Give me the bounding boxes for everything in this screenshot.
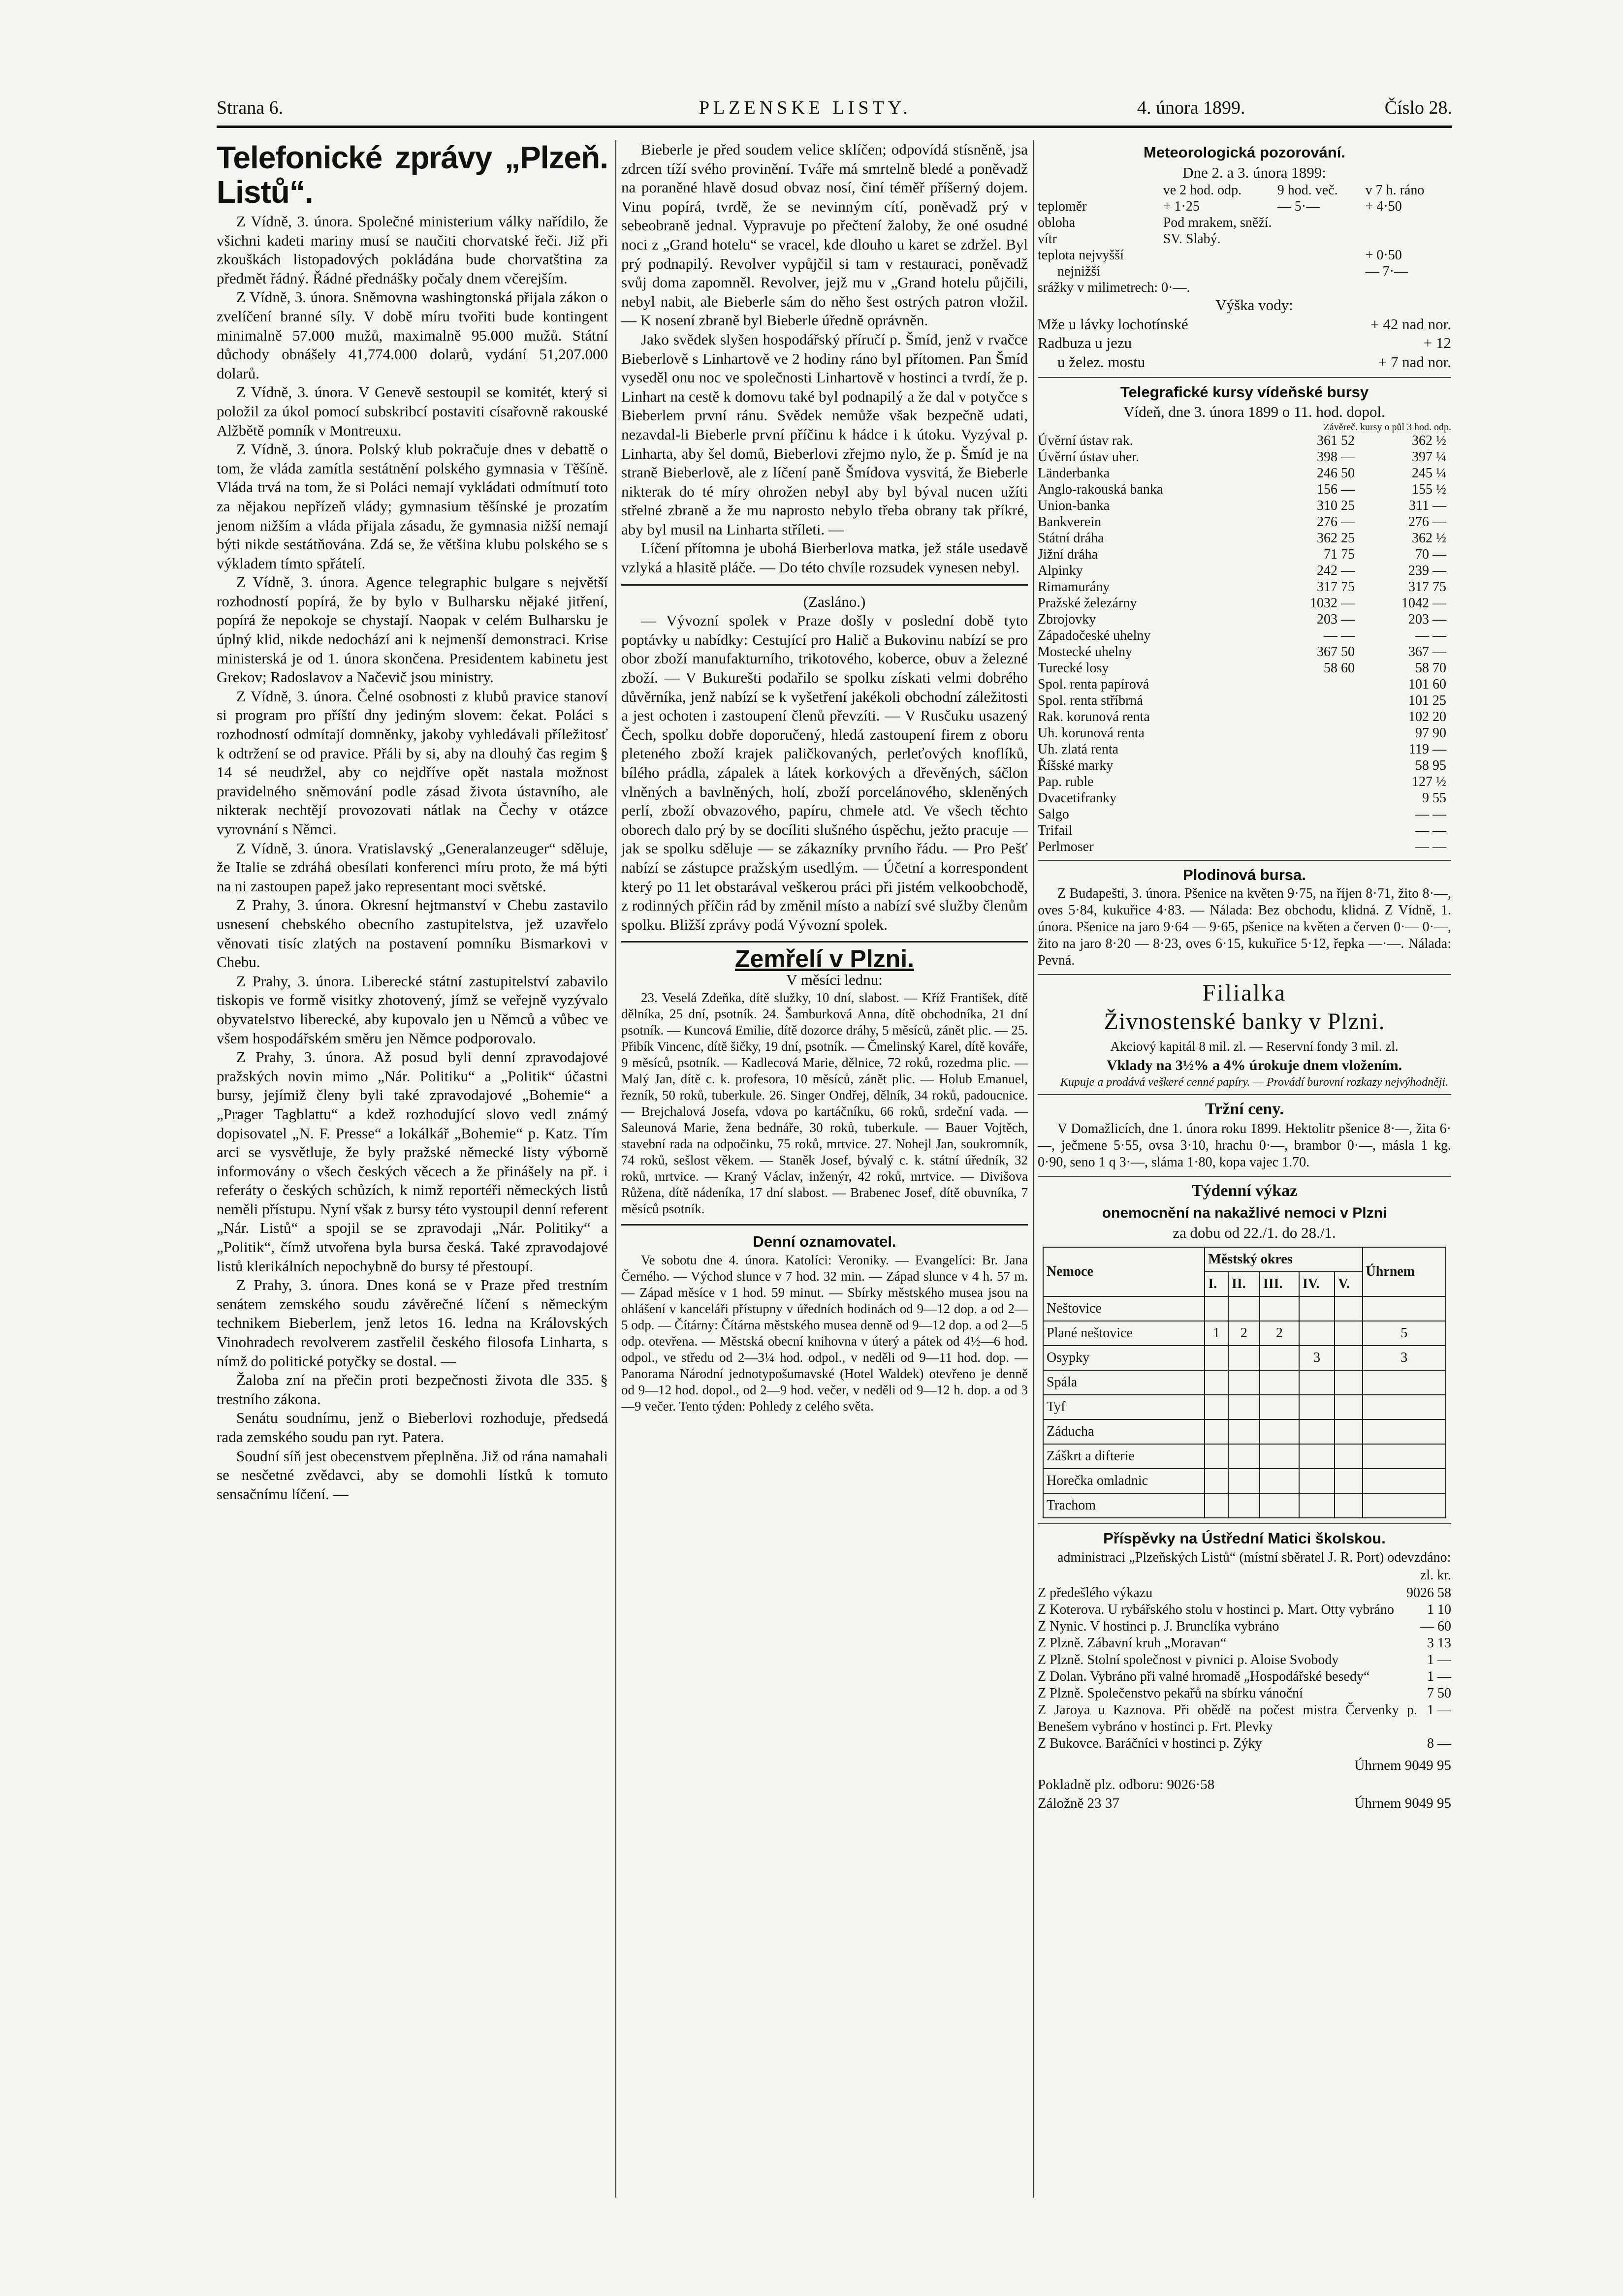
meteo-row: vítr SV. Slabý.	[1038, 231, 1221, 247]
contribution-item: Z Dolan. Vybráno při valné hromadě „Hospodářské besedy“ 1 —	[1038, 1669, 1451, 1685]
stock-column-header: Závěreč. kursy o půl 3 hod. odp.	[1323, 421, 1451, 433]
news-item: Senátu soudnímu, jenž o Bieberlovi rozhoduje, předsedá rada zemského soudu pan ryt. Patera.	[217, 1409, 608, 1446]
disease-row: Záškrt a difterie	[1043, 1444, 1446, 1469]
contribution-item: Z Plzně. Zábavní kruh „Moravan“ 3 13	[1038, 1636, 1451, 1651]
stock-row: Říšské marky 58 95	[1038, 757, 1446, 773]
district-col: IV.	[1299, 1272, 1335, 1296]
section-rule	[1038, 860, 1451, 861]
news-item: Z Vídně, 3. února. V Genevě sestoupil se komitét, který si položil za úkol pomocí subskribcí postaviti císařovně rakouské Alžbětě pomník v Montreuxu.	[217, 383, 608, 439]
stock-row: Salgo — —	[1038, 806, 1446, 822]
masthead: PLZENSKE LISTY.	[699, 97, 912, 118]
contribution-item: Z Bukovce. Baráčníci v hostinci p. Zýky 8 —	[1038, 1736, 1451, 1752]
contributions-total: Úhrnem 9049 95	[1354, 1758, 1451, 1774]
contribution-item: Z Plzně. Stolní společnost v pivnici p. Aloise Svobody 1 —	[1038, 1652, 1451, 1668]
section-heading: Telefonické zprávy „Plzeň. Listů“.	[217, 140, 608, 210]
news-item: Z Prahy, 3. února. Liberecké státní zastupitelství zabavilo tiskopis ve formě visitky zhotovený, jímž se veřejně vyzývalo obyvatelstvo liberecké, aby kupovalo jen u Němců a vůbec ve všem hospodářském směru jen Němce podporovalo.	[217, 972, 608, 1047]
section-rule	[1038, 974, 1451, 975]
market-prices-heading: Tržní ceny.	[1205, 1100, 1284, 1118]
news-item: Z Vídně, 3. února. Sněmovna washingtonská přijala zákon o zvelíčení branné síly. V době míru tvořiti bude kontingent minimalně 57.000 mužů, maximalně 95.000 mužů. Státní důchody obnášely 41,774.000 dolarů, vydání 51,207.000 dolarů.	[217, 288, 608, 382]
disease-heading: onemocnění na nakažlivé nemoci v Plzni	[1102, 1204, 1387, 1221]
contribution-item: Z Plzně. Společenstvo pekařů na sbírku vánoční 7 50	[1038, 1686, 1451, 1701]
issue-date: 4. února 1899.	[1137, 97, 1245, 118]
stock-row: Mostecké uhelny 367 50 367 —	[1038, 644, 1446, 660]
stock-subheading: Vídeň, dne 3. února 1899 o 11. hod. dopol.	[1123, 403, 1385, 421]
deaths-list: 23. Veselá Zdeňka, dítě služky, 10 dní, slabost. — Kříž František, dítě dělníka, 25 dní, psotník. 24. Šamburková Anna, dítě obchodníka, 21 dní psotník. — Kuncová Emilie, dítě dozorce dráhy, 5 měsíců, zánět plic. — 25. Přibík Vincenc, dítě šičky, 19 dní, psotník. — Čmelinský Karel, dítě kováře, 9 měsíců, psotník. — Kadlecová Marie, dělnice, 72 roků, rozedma plic. — Malý Jan, dítě c. k. profesora, 10 měsíců, zánět plic. — Holub Emanuel, řezník, 50 roků, tuberkule. 26. Singer Ondřej, dělník, 34 roků, padoucnice. — Brejchalová Josefa, vdova po kartáčníku, 66 roků, srdeční vada. — Saleunová Marie, žena bednáře, 30 roků, tuberkule. — Bauer Vojtěch, stavební rada na odpočinku, 75 roků, mrtvice. 27. Nohejl Jan, soukromník, 74 roků, sešlost věkem. — Staněk Josef, bývalý c. k. státní úředník, 32 roků, mrtvice. — Kraný Václav, inženýr, 42 roků, mrtvice. — Divišova Růžena, dítě nádeníka, 17 dní slabost. — Brabenec Josef, dítě obuvníka, 7 měsíců psotník.	[621, 990, 1028, 1216]
stock-row: Západočeské uhelny — — — —	[1038, 628, 1446, 643]
disease-heading: Týdenní výkaz	[1191, 1182, 1298, 1200]
section-rule	[1038, 377, 1451, 378]
meteo-row: teploměr + 1·25 — 5·— + 4·50	[1038, 199, 1402, 215]
stock-row: Uh. zlatá renta 119 —	[1038, 741, 1446, 757]
column-telephone-news	[217, 140, 608, 1504]
trial-paragraph: Jako svědek slyšen hospodářský příručí p. Šmíd, jenž v rvačce Bieberlově s Linhartově ve 2 hodiny ráno byl přítomen. Pan Šmíd vyseděl onu noc ve společnosti Linhartově v hostinci a tvrdí, že p. Linhart na cestě k domovu také byl podnapilý a že dal v potyčce s Bieberlem první ránu. Svědek nemůže však bezpečně udati, nezavdal-li Bieberle první příčinu k hádce i k útoku. Vyzýval p. Linharta, aby šel domů, Bieberlovi zřejmo nylo, že p. Šmíd je na straně Bieberlově, ale z líčení paně Šmídova vysvitá, že Bieberle nikterak do té míry ohrožen nebyl aby byl býval nucen užíti střelné zbraně a že mu naprosto nebylo třeba obrany tak příkré, aby byl musil na Linharta stříleti. —	[621, 330, 1028, 538]
total-header: Úhrnem	[1363, 1247, 1446, 1296]
section-rule	[621, 1224, 1028, 1226]
disease-row: Spála	[1043, 1370, 1446, 1395]
stock-row: Státní dráha 362 25 362 ½	[1038, 530, 1446, 546]
daily-announcer-text: Ve sobotu dne 4. února. Katolíci: Veroniky. — Evangelíci: Br. Jana Černého. — Východ slunce v 7 hod. 32 min. — Západ slunce v 4 h. 57 m. — Západ měsíce v 1 hod. 59 minut. — Sbírky městského musea jsou na ohlášení v kanceláři přístupny v úředních hodinách od 9—12 dop. a od 2—5 odp. — Čítárny: Čítárna městského musea denně od 9—12 dop. a od 2—5 odp. otevřena. — Městská obecní knihovna v úterý a pátek od 4½—6 hod. odpol., ve středu od 2—3¼ hod. odpol., v neděli od 9—11 hod. dop. — Panorama Národní jednotypošumavské (Hotel Waldek) otevřeno je denně od 9—12 hod. dopol., od 2—9 hod. večer, v neděli od 9—12 h. dop. a od 3—9 večer. Tento týden: Pohledy z celého světa.	[621, 1253, 1028, 1414]
news-item: Z Vídně, 3. února. Vratislavský „Generalanzeuger“ sděluje, že Italie se zdráhá obesílati konferenci míru proto, že má býti na ni zastoupen papež jako representant moci světské.	[217, 839, 608, 895]
meteo-table	[1038, 182, 1451, 296]
stock-row: Pražské železárny 1032 — 1042 —	[1038, 595, 1446, 611]
commodity-text: Z Budapešti, 3. února. Pšenice na květen 9·75, na říjen 8·71, žito 8·—, oves 5·84, kukuřice 4·83. — Nálada: Bez obchodu, klidná. Z Vídně, 1. února. Pšenice na jaro 9·64 — 9·65, pšenice na květen a červen 0·— 0·—, žito na jaro 8·20 — 8·23, oves 6·15, kukuřice 5·12, řepka —·—. Nálada: Pevná.	[1038, 886, 1451, 969]
deaths-heading: Zemřelí v Plzni.	[734, 945, 914, 973]
bank-advert-line: Akciový kapitál 8 mil. zl. — Reservní fondy 3 mil. zl.	[1110, 1039, 1399, 1054]
meteo-row: teplota nejvyšší + 0·50	[1038, 248, 1402, 263]
contribution-item: Z předešlého výkazu 9026 58	[1038, 1585, 1451, 1601]
bank-advert	[1038, 980, 1451, 1089]
contributions-split: Záložně 23 37 Úhrnem 9049 95	[1038, 1795, 1451, 1812]
disease-row: Osypky 3 3	[1043, 1346, 1446, 1370]
daily-announcer-heading: Denní oznamovatel.	[753, 1232, 896, 1250]
column-divider	[615, 140, 616, 2198]
stock-row: Jižní dráha 71 75 70 —	[1038, 546, 1446, 562]
contribution-item: Z Koterova. U rybářského stolu v hostinci p. Mart. Otty vybráno 1 10	[1038, 1602, 1451, 1618]
meteo-heading: Meteorologická pozorování.	[1144, 144, 1345, 161]
disease-row: Neštovice	[1043, 1296, 1446, 1321]
district-header: Městský okres	[1205, 1247, 1362, 1272]
water-row: u želez. mostu + 7 nad nor.	[1057, 353, 1451, 371]
page-header	[217, 91, 1452, 128]
stock-row: Rimamurány 317 75 317 75	[1038, 579, 1446, 595]
news-item: Z Vídně, 3. února. Společné ministerium války nařídilo, že všichni kadeti mariny musí se naučiti chorvatské řeči. Již při zkouškách listopadových pokládána bude chorvatština za předmět řádný. Řádné přednášky počaly dnem včerejším.	[217, 213, 608, 287]
market-prices-text: V Domažlicích, dne 1. února roku 1899. Hektolitr pšenice 8·—, žita 6·—, ječmene 5·55, ovsa 3·10, hrachu 0·—, brambor 0·—, másla 1 kg. 0·90, seno 1 q 3·—, sláma 1·80, kopa vajec 1.70.	[1038, 1121, 1451, 1170]
contributions-heading: Příspěvky na Ústřední Matici školskou.	[1103, 1529, 1386, 1547]
contribution-item: Z Jaroya u Kaznova. Při obědě na počest mistra Červenky p. Benešem vybráno v hostinci p. Frt. Plevky 1 —	[1038, 1702, 1451, 1735]
meteo-row: nejnižší — 7·—	[1057, 264, 1408, 280]
zaslano-text: — Vývozní spolek v Praze došly v poslední době tyto poptávky u nabídky: Cestující pro Halič a Bukovinu nabízí se pro obor zboží manufakturního, trikotového, koberce, obuv a železné zboží. — V Bukurešti podařilo se spolku získati velmi dobrého důvěrníka, jenž nabízí se k vyšetření jakékoli obchodní záležitosti a jest ochoten i zastoupení členů převzíti. — V Rusčuku usazený Čech, spolku dobře doporučený, hledá zastoupení firem z oboru pleteného zboží krajek paličkovaných, perleťových knoflíků, bílého prádla, zápalek a látek korkových a dřevěných, sáčlon vlněných a bavlněných, holí, zboží porcelánového, skleněných perlí, zboží obvazového, papíru, chmele atd. Ve všech těchto oborech dalo prý by se docíliti slušného úspěchu, ježto pracuje — jak se spolku sděluje — se zákazníky prvního řádu. — Pro Pešť nabízí se zástupce pražským usedlým. — Účetní a korrespondent který po 11 let obstarával veškerou práci při jistém velkoobchodě, z rodinných příčin rád by změnil místo a nabízí své služby členům spolku. Bližší zprávy podá Vývozní spolek.	[621, 612, 1028, 933]
column-markets	[1038, 140, 1451, 1813]
news-item: Z Prahy, 3. února. Až posud byli denní zpravodajové pražských novin mimo „Nár. Politiku“ a „Politik“ účastni bursy, jejímiž členy byli také zpravodajové „Bohemie“ a „Prager Tagblattu“ a kdež rozhodující slovo vedl známý dopisovatel „N. F. Presse“ a lokálkář „Bohemie“ p. Katz. Tím arci se vysvětluje, že byly pražské německé listy výborně informovány o všech českých věcech a že přinášely na př. i referáty o českých schůzích, k nimž reportéři německých listů neměli přístupu. Nyní však z bursy této vystoupil denní referent „Nár. Listů“ a spojil se se zpravodaji „Nár. Politiky“ a „Politik“, čímž utvořena byla bursa česká. Také zpravodajové listů klerikálních nepochybně do bursy té přestoupí.	[217, 1048, 608, 1275]
disease-col-header: Nemoce	[1043, 1247, 1205, 1296]
stock-heading: Telegrafické kursy vídeňské bursy	[1120, 383, 1369, 401]
section-rule	[1038, 1523, 1451, 1524]
meteo-col: ve 2 hod. odp.	[1163, 183, 1242, 198]
disease-table	[1043, 1247, 1446, 1518]
district-col: II.	[1228, 1272, 1260, 1296]
column-divider	[1033, 140, 1034, 2198]
meteo-col: 9 hod. več.	[1277, 183, 1338, 198]
stock-row: Union-banka 310 25 311 —	[1038, 498, 1446, 513]
disease-row: Trachom	[1043, 1493, 1446, 1518]
trial-paragraph: Líčení přítomna je ubohá Bierberlova matka, jež stále usedavě vzlyká a hlasitě pláče. — Do této chvíle rozsudek vynesen nebyl.	[621, 539, 1028, 576]
meteo-row: obloha Pod mrakem, sněží.	[1038, 215, 1272, 231]
commodity-heading: Plodinová bursa.	[1183, 866, 1306, 883]
district-col: I.	[1205, 1272, 1228, 1296]
meteo-row: srážky v milimetrech: 0·—.	[1038, 280, 1190, 296]
stock-row: Pap. ruble 127 ½	[1038, 774, 1446, 789]
water-row: Mže u lávky lochotínské + 42 nad nor.	[1038, 315, 1451, 333]
stock-row: Turecké losy 58 60 58 70	[1038, 660, 1446, 676]
trial-paragraph: Bieberle je před soudem velice sklíčen; odpovídá stísněně, jsa zdrcen tíží svého provinění. Tváře má smrtelně bledé a poněvadž na poraněné hlavě dosud obvaz nosí, činí téměř příšerný dojem. Vinu popírá, tvrdě, že se nevinným cítí, poněvadž prý v sebeobraně jednal. Vypravuje po přečtení žaloby, že oné osudné noci z „Grand hotelu“ se vracel, kde dlouho u karet se zdržel. Byl prý podnapilý. Revolver vypůjčil si tam v restauraci, poněvadž svůj doma zapomněl. Revolver, jejž mu v „Grand hotelu půjčili, nebyl nabit, ale Bieberle sám do něho šest ostrých patron vložil. — K nosení zbraně byl Bieberle úředně oprávněn.	[621, 141, 1028, 329]
contribution-item: Z Nynic. V hostinci p. J. Brunclíka vybráno — 60	[1038, 1619, 1451, 1635]
section-rule	[1038, 1094, 1451, 1095]
news-item: Z Prahy, 3. února. Dnes koná se v Praze před trestním senátem zemského soudu závěrečné líčení s německým technikem Bieberlem, jenž letos 16. ledna na Královských Vinohradech revolverem zastřelil českého filosofa Linharta, s nímž do politické potyčky se dostal. —	[217, 1276, 608, 1370]
stock-row: Anglo-rakouská banka 156 — 155 ½	[1038, 481, 1446, 497]
stock-row: Spol. renta stříbrná 101 25	[1038, 692, 1446, 708]
meteo-col: v 7 h. ráno	[1365, 183, 1425, 198]
stock-row: Úvěrní ústav rak. 361 52 362 ½	[1038, 433, 1446, 448]
bank-advert-line: Vklady na 3½% a 4% úrokuje dnem vložením.	[1106, 1057, 1402, 1073]
stock-row: Uh. korunová renta 97 90	[1038, 725, 1446, 741]
column-trial-report	[621, 140, 1028, 1415]
stock-row: Dvacetifranky 9 55	[1038, 790, 1446, 806]
water-row: Radbuza u jezu + 12	[1038, 334, 1451, 352]
bank-advert-line: Kupuje a prodává veškeré cenné papíry. — Provádí burovní rozkazy nejvýhodněji.	[1060, 1075, 1449, 1089]
page-number: Strana 6.	[217, 97, 284, 118]
contributions-intro: administraci „Plzeňských Listů“ (místní sběratel J. R. Port) odevzdáno:	[1057, 1549, 1451, 1565]
stock-row: Spol. renta papírová 101 60	[1038, 676, 1446, 692]
bank-advert-line: Filialka	[1202, 980, 1287, 1006]
disease-row: Horečka omladnic	[1043, 1469, 1446, 1493]
disease-row: Záducha	[1043, 1419, 1446, 1444]
stock-row: Perlmoser — —	[1038, 839, 1446, 854]
deaths-subheading: V měsíci lednu:	[786, 971, 883, 988]
stock-table	[1038, 433, 1451, 855]
news-item: Z Prahy, 3. února. Okresní hejtmanství v Chebu zastavilo usnesení chebského obecního zastupitelstva, jež uzavřelo věnovati tisíc zlatých na postavení pomníku Bismarkovi v Chebu.	[217, 896, 608, 971]
issue-number: Číslo 28.	[1384, 97, 1452, 118]
district-col: V.	[1335, 1272, 1362, 1296]
section-rule	[621, 941, 1028, 943]
disease-row: Tyf	[1043, 1395, 1446, 1419]
contributions-split: Pokladně plz. odboru: 9026·58	[1038, 1776, 1215, 1793]
section-rule	[621, 584, 1028, 586]
disease-period: za dobu od 22./1. do 28./1.	[1173, 1224, 1336, 1242]
stock-row: Länderbanka 246 50 245 ¼	[1038, 465, 1446, 481]
water-heading: Výška vody:	[1215, 296, 1293, 314]
stock-row: Úvěrní ústav uher. 398 — 397 ¼	[1038, 449, 1446, 465]
disease-row: Plané neštovice 1 2 2 5	[1043, 1321, 1446, 1346]
stock-row: Zbrojovky 203 — 203 —	[1038, 611, 1446, 627]
stock-row: Trifail — —	[1038, 822, 1446, 838]
news-item: Z Vídně, 3. února. Polský klub pokračuje dnes v debattě o tom, že vláda zamítla sestátnění polského gymnasia v Těšíně. Vláda trvá na tom, že si Poláci nemají vykládati odmítnutí toto za nějakou nepřízeň vlády; gymnasium těšínské je prozatím jenom nižším a vláda přijala zásadu, že gymnasia nižší nemají býti nikde sestátňována. Zdá se, že většina klubu polského se s výkladem tímto spřátelí.	[217, 440, 608, 572]
news-item: Z Vídně, 3. února. Čelné osobnosti z klubů pravice stanoví si program pro příští dny jediným slovem: čekat. Poláci s rozhodností odmítají domněnky, jakoby vyhledávali příležitosť k odtržení se od pravice. Přáli by si, aby na dlouhý čas regim § 14 sé neudržel, aby co nejdříve opět nastala možnost pravidelného sněmování podle zásad života ústavního, ale nikterak nechtějí provozovati nátlak na Čechy v otázce vyrovnání s Němci.	[217, 687, 608, 838]
section-rule	[1038, 1176, 1451, 1177]
news-item: Z Vídně, 3. února. Agence telegraphic bulgare s největší rozhodností popírá, že by bylo v Bulharsku nějaké jitření, popírá že nepokoje se chystají. Naopak v celém Bulharsku je úplný klid, nikde nedochází ani k nejmenší demonstraci. Krise ministerská je od 1. února skončena. Presidentem kabinetu jest Grekov; Radoslavov a Načevič jsou ministry.	[217, 573, 608, 686]
news-item: Žaloba zní na přečin proti bezpečnosti života dle 335. § trestního zákona.	[217, 1371, 608, 1408]
stock-row: Bankverein 276 — 276 —	[1038, 514, 1446, 530]
contributions-list	[1038, 1585, 1451, 1752]
news-item: Soudní síň jest obecenstvem přeplněna. Již od rána namahali se nesčetné zvědavci, aby se domohli lístků k tomuto sensačnímu líčení. —	[217, 1447, 608, 1503]
contributions-unit: zl. kr.	[1420, 1567, 1451, 1583]
stock-row: Alpinky 242 — 239 —	[1038, 563, 1446, 578]
stock-row: Rak. korunová renta 102 20	[1038, 709, 1446, 724]
meteo-date: Dne 2. a 3. února 1899:	[1182, 163, 1326, 181]
district-col: III.	[1260, 1272, 1299, 1296]
bank-advert-line: Živnostenské banky v Plzni.	[1104, 1008, 1385, 1035]
zaslano-heading: (Zasláno.)	[803, 593, 866, 610]
